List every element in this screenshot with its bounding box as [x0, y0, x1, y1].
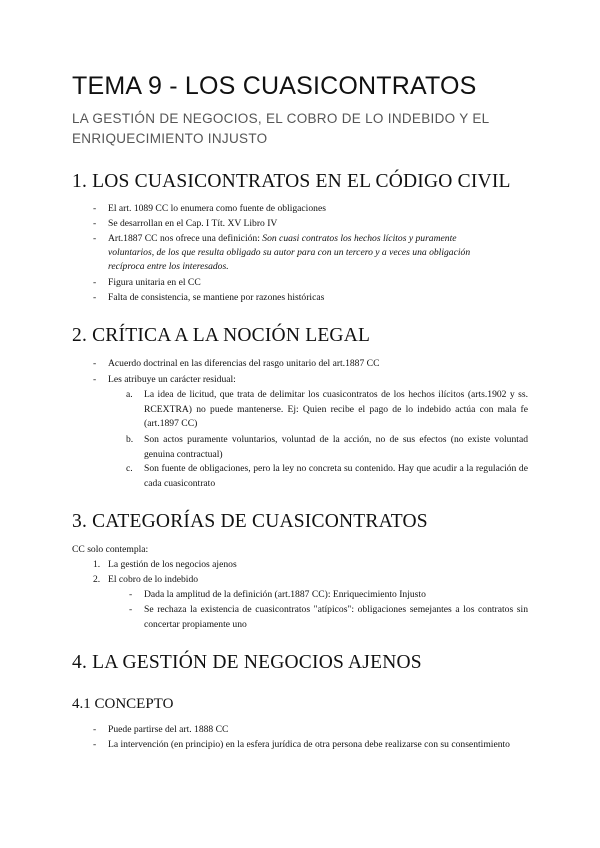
- s3-sub-2: Se rechaza la existencia de cuasicontratos "atípicos": obligaciones semejantes a los contratos sin concertar propiamente uno: [144, 604, 528, 630]
- s1-bullet-2: Se desarrollan en el Cap. I Tít. XV Libro IV: [108, 218, 278, 229]
- list-marker-b: b.: [126, 434, 134, 445]
- s1-bullet-3-quote: Son cuasi contratos los hechos lícitos y puramente: [262, 233, 457, 244]
- bullet-dash: -: [93, 203, 97, 214]
- section-4-heading: 4. LA GESTIÓN DE NEGOCIOS AJENOS: [72, 652, 422, 673]
- s4-bullet-1: Puede partirse del art. 1888 CC: [108, 724, 229, 735]
- s4-bullet-2: La intervención (en principio) en la esfera jurídica de otra persona debe realizarse con su consentimiento: [108, 739, 510, 750]
- document-subtitle: LA GESTIÓN DE NEGOCIOS, EL COBRO DE LO INDEBIDO Y EL ENRIQUECIMIENTO INJUSTO: [72, 111, 489, 146]
- s2-item-b: Son actos puramente voluntarios, voluntad de la acción, no de sus efectos (no existe voluntad genuina contractual): [144, 434, 528, 460]
- bullet-dash: -: [93, 724, 97, 735]
- s1-bullet-3-lead: Art.1887 CC nos ofrece una definición:: [108, 233, 263, 244]
- section-4-1-heading: 4.1 CONCEPTO: [72, 696, 174, 712]
- s1-bullet-4: Figura unitaria en el CC: [108, 277, 201, 288]
- s2-bullet-2: Les atribuye un carácter residual:: [108, 374, 236, 385]
- bullet-dash: -: [93, 277, 97, 288]
- bullet-dash: -: [93, 292, 97, 303]
- document-title: TEMA 9 - LOS CUASICONTRATOS: [72, 72, 477, 100]
- s1-bullet-3-line-2: [108, 246, 470, 260]
- list-marker-1: 1.: [93, 559, 101, 570]
- list-marker-2: 2.: [93, 574, 101, 585]
- s3-item-2: El cobro de lo indebido: [108, 574, 199, 585]
- bullet-dash: -: [93, 739, 97, 750]
- section-2-heading: 2. CRÍTICA A LA NOCIÓN LEGAL: [72, 325, 371, 346]
- s1-bullet-5: Falta de consistencia, se mantiene por razones históricas: [108, 292, 325, 303]
- s3-intro: CC solo contempla:: [72, 544, 149, 555]
- bullet-dash: -: [93, 218, 97, 229]
- bullet-dash: -: [93, 374, 97, 385]
- section-1-heading: 1. LOS CUASICONTRATOS EN EL CÓDIGO CIVIL: [72, 171, 511, 192]
- s3-item-1: La gestión de los negocios ajenos: [108, 559, 237, 570]
- list-marker-c: c.: [126, 463, 133, 474]
- bullet-dash: -: [93, 233, 97, 244]
- s1-bullet-3-line-3: [108, 260, 229, 274]
- s1-bullet-3-quote: recíproca entre los interesados.: [108, 261, 229, 272]
- bullet-dash: -: [93, 358, 97, 369]
- bullet-dash: -: [129, 589, 133, 600]
- s2-item-a: La idea de licitud, que trata de delimitar los cuasicontratos de los hechos ilícitos (arts.1902 y ss. RCEXTRA) no puede mantenerse. Ej: Quien recibe el pago de lo indebido actúa con mala fe (art.1897 CC): [144, 389, 528, 429]
- s2-item-c: Son fuente de obligaciones, pero la ley no concreta su contenido. Hay que acudir a la regulación de cada cuasicontrato: [144, 463, 528, 489]
- s3-sub-1: Dada la amplitud de la definición (art.1887 CC): Enriquecimiento Injusto: [144, 589, 426, 600]
- s1-bullet-3-line-1: [108, 232, 457, 246]
- section-3-heading: 3. CATEGORÍAS DE CUASICONTRATOS: [72, 511, 428, 532]
- bullet-dash: -: [129, 604, 133, 615]
- s2-bullet-1: Acuerdo doctrinal en las diferencias del rasgo unitario del art.1887 CC: [108, 358, 380, 369]
- s1-bullet-3-quote: voluntarios, de los que resulta obligado su autor para con un tercero y a veces una obligación: [108, 247, 471, 258]
- s1-bullet-1: El art. 1089 CC lo enumera como fuente de obligaciones: [108, 203, 326, 214]
- list-marker-a: a.: [126, 389, 133, 400]
